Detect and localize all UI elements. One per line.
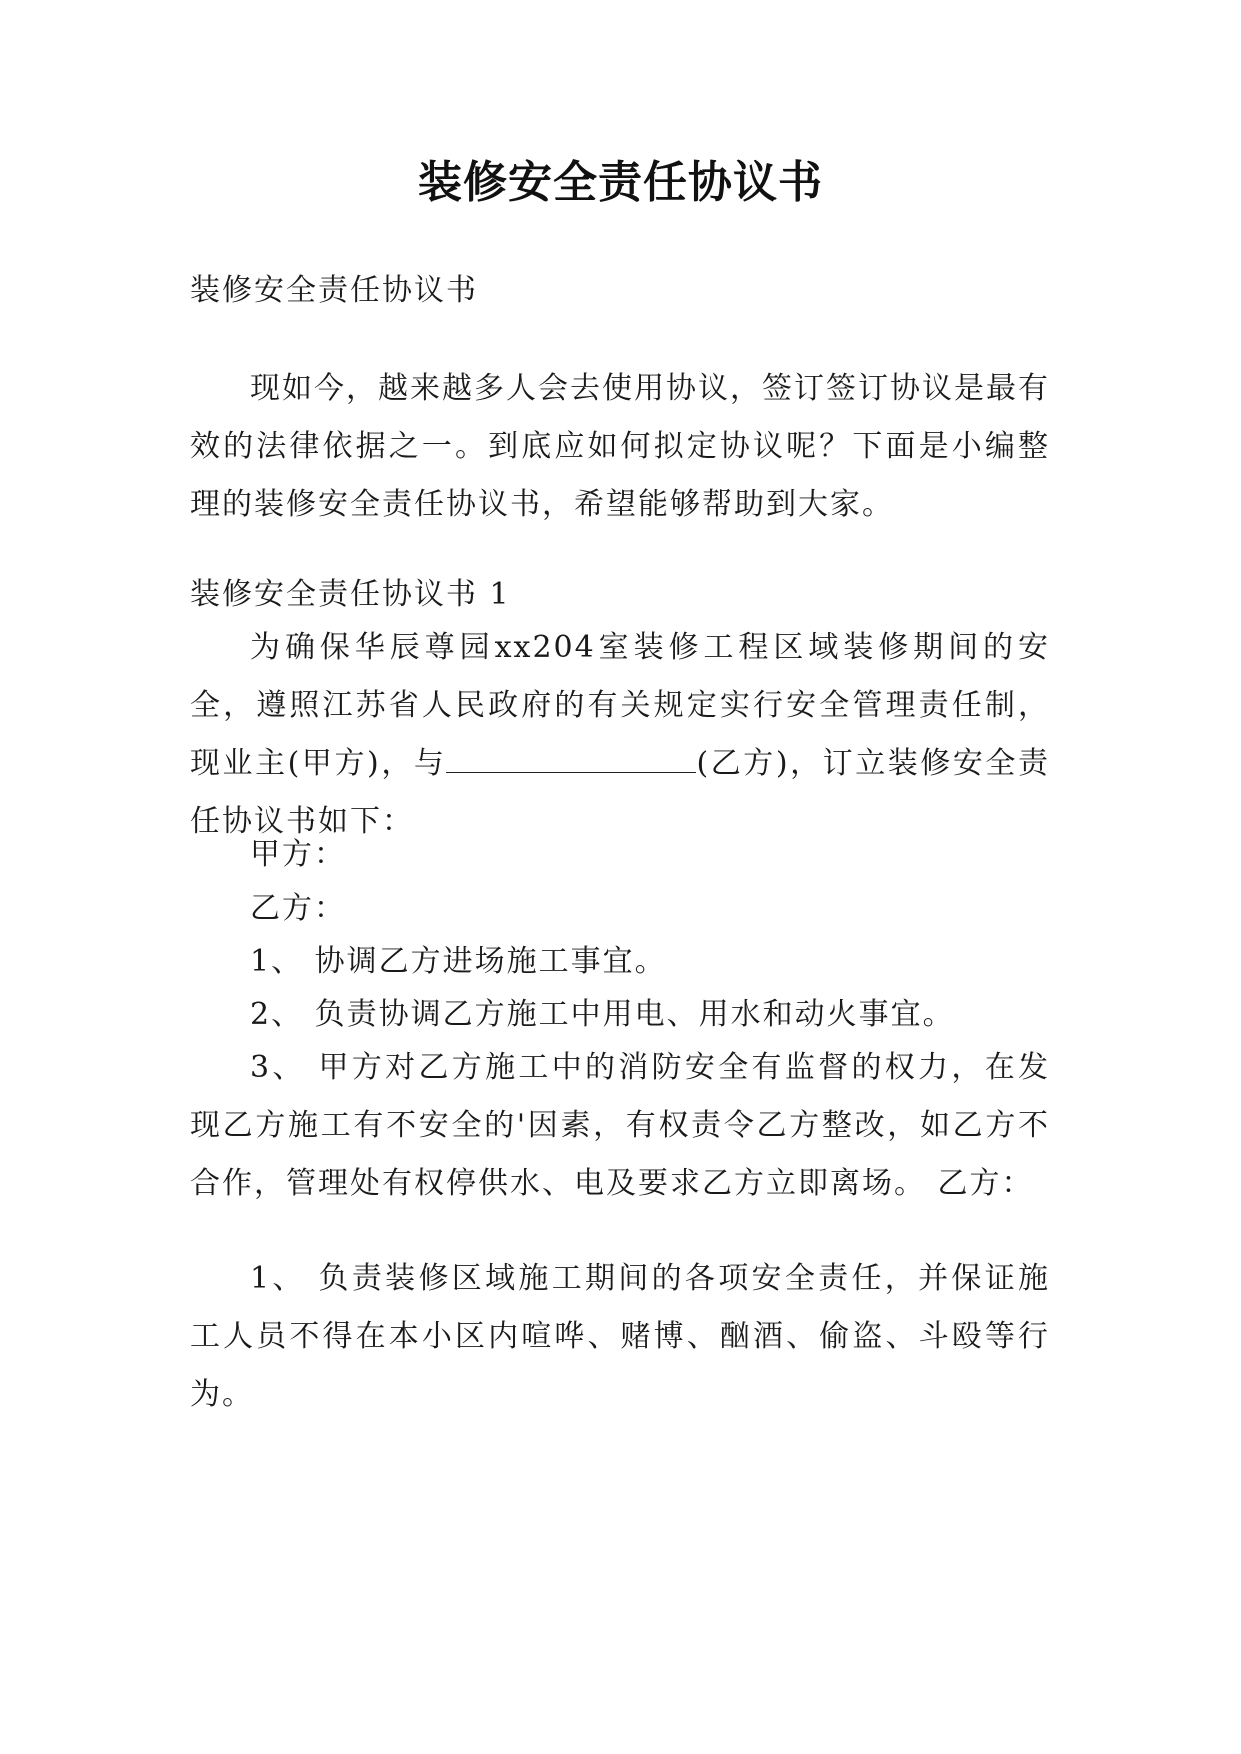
document-title: 装修安全责任协议书 [418, 157, 823, 208]
agreement-paragraph [190, 619, 1050, 851]
party-b-item-1: 1、 负责装修区域施工期间的各项安全责任，并保证施工人员不得在本小区内喧哗、赌博、酗酒、偷盗、斗殴等行为。 [190, 1261, 1050, 1412]
agreement-text-after-blank: (乙方)，订立装修安全责任协议书如下： [190, 746, 1050, 839]
agreement-text-before-blank: 为确保华辰尊园xx204室装修工程区域装修期间的安全，遵照江苏省人民政府的有关规定实行安全管理责任制，现业主(甲方)，与 [190, 630, 1050, 781]
party-a-item-3: 3、 甲方对乙方施工中的消防安全有监督的权力，在发现乙方施工有不安全的'因素，有权责令乙方整改，如乙方不合作，管理处有权停供水、电及要求乙方立即离场。 乙方： [190, 1050, 1050, 1201]
intro-paragraph: 现如今，越来越多人会去使用协议，签订签订协议是最有效的法律依据之一。到底应如何拟定协议呢？下面是小编整理的装修安全责任协议书，希望能够帮助到大家。 [190, 371, 1050, 522]
party-b-label: 乙方： [250, 891, 346, 926]
party-a-item-1: 1、 协调乙方进场施工事宜。 [250, 944, 667, 979]
section-heading: 装修安全责任协议书 1 [190, 577, 511, 612]
party-b-name-blank[interactable] [446, 744, 696, 773]
party-a-item-2: 2、 负责协调乙方施工中用电、用水和动火事宜。 [250, 997, 955, 1032]
document-subtitle: 装修安全责任协议书 [190, 273, 478, 308]
party-a-label: 甲方： [250, 837, 346, 872]
